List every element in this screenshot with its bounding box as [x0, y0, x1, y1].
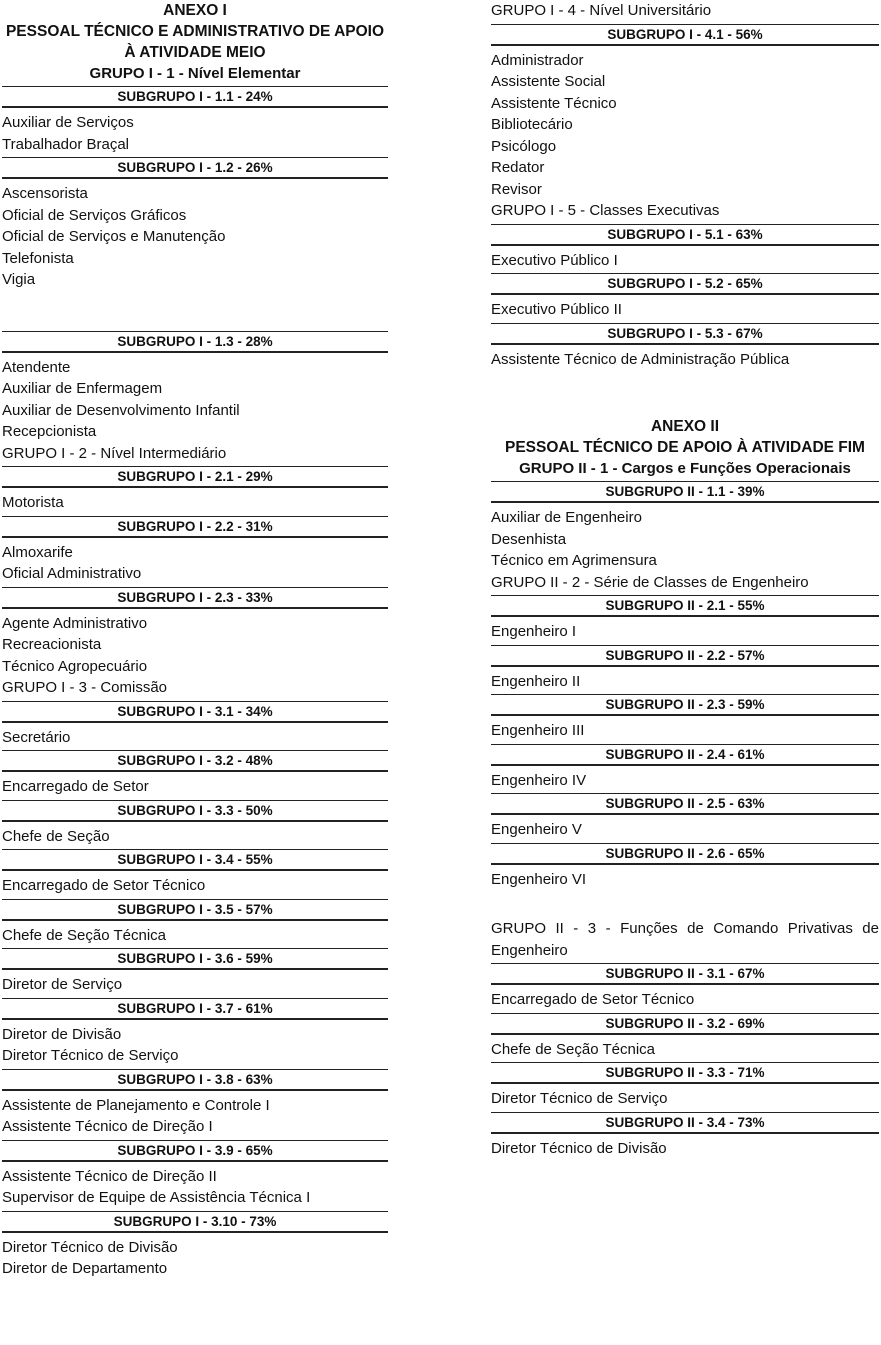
- list-item: Encarregado de Setor: [2, 778, 149, 795]
- list-item: Engenheiro VI: [491, 870, 587, 888]
- list-item: Recepcionista: [2, 423, 97, 440]
- grupo-ii-3-heading: GRUPO II - 3 - Funções de Comando Privativas de Engenheiro: [491, 920, 879, 959]
- list-item: Assistente Técnico: [491, 94, 617, 112]
- list-item: Executivo Público II: [491, 301, 622, 318]
- subgroup-header: SUBGRUPO I - 5.2 - 65%: [491, 273, 879, 295]
- list-item: Assistente Técnico de Direção II: [2, 1167, 217, 1185]
- list-item: Oficial de Serviços e Manutenção: [2, 228, 226, 245]
- list-item: Telefonista: [2, 249, 74, 267]
- list-item: Revisor: [491, 180, 542, 198]
- subgroup-header: SUBGRUPO I - 3.1 - 34%: [2, 701, 388, 723]
- list-item: Técnico Agropecuário: [2, 657, 148, 675]
- list-item: Atendente: [2, 358, 71, 376]
- list-item: GRUPO II - 2 - Série de Classes de Engenheiro: [491, 573, 809, 591]
- subgroup-header: SUBGRUPO I - 3.5 - 57%: [2, 899, 388, 921]
- list-item: Assistente de Planejamento e Controle I: [2, 1096, 270, 1114]
- list-item: Administrador: [491, 51, 584, 69]
- list-item: Trabalhador Braçal: [2, 135, 130, 153]
- list-item: Auxiliar de Serviços: [2, 114, 134, 131]
- list-item: Recreacionista: [2, 636, 102, 653]
- grupo-i-4-heading: GRUPO I - 4 - Nível Universitário: [491, 2, 712, 19]
- list-item: Técnico em Agrimensura: [491, 552, 657, 569]
- subgroup-header: SUBGRUPO I - 3.2 - 48%: [2, 750, 388, 772]
- subgroup-header: SUBGRUPO I - 5.3 - 67%: [491, 323, 879, 345]
- anexo2-sections-3: [491, 963, 879, 1159]
- anexo1-title: ANEXO I: [163, 2, 227, 19]
- list-item: Chefe de Seção Técnica: [491, 1040, 655, 1058]
- list-item: Auxiliar de Enfermagem: [2, 380, 163, 397]
- anexo2-sections: [491, 481, 879, 890]
- list-item: Oficial de Serviços Gráficos: [2, 206, 187, 224]
- list-item: Diretor Técnico de Divisão: [491, 1139, 667, 1157]
- list-item: Ascensorista: [2, 185, 88, 202]
- anexo2-grupo-heading: GRUPO II - 1 - Cargos e Funções Operacionais: [519, 460, 851, 477]
- subgroup-header: SUBGRUPO II - 1.1 - 39%: [491, 481, 879, 503]
- anexo1-subtitle-line2: À ATIVIDADE MEIO: [124, 44, 266, 61]
- list-item: Assistente Social: [491, 73, 606, 90]
- right-column: [491, 0, 879, 1159]
- subgroup-header: SUBGRUPO I - 3.7 - 61%: [2, 998, 388, 1020]
- list-item: Auxiliar de Desenvolvimento Infantil: [2, 401, 240, 419]
- list-item: Engenheiro V: [491, 821, 582, 838]
- list-item: Auxiliar de Engenheiro: [491, 509, 642, 526]
- list-item: Engenheiro III: [491, 722, 585, 739]
- list-item: Assistente Técnico de Administração Pública: [491, 350, 790, 368]
- list-item: Oficial Administrativo: [2, 565, 142, 582]
- list-item: Secretário: [2, 728, 71, 746]
- list-item: Diretor de Departamento: [2, 1260, 168, 1277]
- list-item: Chefe de Seção: [2, 827, 110, 845]
- subgroup-header: SUBGRUPO I - 4.1 - 56%: [491, 24, 879, 46]
- subgroup-header: SUBGRUPO I - 3.4 - 55%: [2, 849, 388, 871]
- subgroup-header: SUBGRUPO II - 3.4 - 73%: [491, 1112, 879, 1134]
- list-item: Executivo Público I: [491, 251, 618, 269]
- list-item: GRUPO I - 3 - Comissão: [2, 679, 168, 696]
- left-sections: [2, 86, 388, 1280]
- subgroup-header: SUBGRUPO I - 2.1 - 29%: [2, 466, 388, 488]
- subgroup-header: SUBGRUPO I - 1.3 - 28%: [2, 331, 388, 353]
- subgroup-header: SUBGRUPO I - 3.10 - 73%: [2, 1211, 388, 1233]
- list-item: Engenheiro II: [491, 672, 581, 690]
- list-item: Diretor Técnico de Divisão: [2, 1238, 178, 1256]
- subgroup-header: SUBGRUPO I - 3.9 - 65%: [2, 1140, 388, 1162]
- anexo2-subtitle: PESSOAL TÉCNICO DE APOIO À ATIVIDADE FIM: [505, 439, 865, 456]
- list-item: Engenheiro IV: [491, 771, 587, 789]
- spacer: [491, 890, 879, 918]
- subgroup-header: SUBGRUPO II - 2.5 - 63%: [491, 793, 879, 815]
- list-item: Diretor Técnico de Serviço: [491, 1090, 668, 1107]
- list-item: GRUPO I - 2 - Nível Intermediário: [2, 444, 227, 462]
- subgroup-header: SUBGRUPO I - 3.3 - 50%: [2, 800, 388, 822]
- subgroup-header: SUBGRUPO II - 2.1 - 55%: [491, 595, 879, 617]
- anexo1-grupo-heading: GRUPO I - 1 - Nível Elementar: [89, 65, 301, 82]
- subgroup-header: SUBGRUPO II - 3.2 - 69%: [491, 1013, 879, 1035]
- subgroup-header: SUBGRUPO I - 3.8 - 63%: [2, 1069, 388, 1091]
- subgroup-header: SUBGRUPO I - 1.2 - 26%: [2, 157, 388, 179]
- list-item: Engenheiro I: [491, 623, 577, 640]
- list-item: Diretor Técnico de Serviço: [2, 1047, 179, 1064]
- list-item: GRUPO I - 5 - Classes Executivas: [491, 202, 720, 219]
- list-item: Bibliotecário: [491, 116, 573, 133]
- list-item: Diretor de Serviço: [2, 976, 123, 993]
- list-item: Supervisor de Equipe de Assistência Técnica I: [2, 1189, 311, 1206]
- subgroup-header: SUBGRUPO II - 2.2 - 57%: [491, 645, 879, 667]
- subgroup-header: SUBGRUPO I - 2.2 - 31%: [2, 516, 388, 538]
- anexo2-title: ANEXO II: [650, 418, 720, 435]
- list-item: Almoxarife: [2, 543, 73, 561]
- list-item: Assistente Técnico de Direção I: [2, 1118, 213, 1135]
- list-item: Motorista: [2, 494, 64, 511]
- list-item: Agente Administrativo: [2, 614, 148, 632]
- anexo1-subtitle-line1: PESSOAL TÉCNICO E ADMINISTRATIVO DE APOIO: [5, 23, 385, 40]
- list-item: Redator: [491, 159, 545, 176]
- subgroup-header: SUBGRUPO II - 2.4 - 61%: [491, 744, 879, 766]
- left-column: [2, 0, 388, 1280]
- list-item: Vigia: [2, 271, 36, 288]
- subgroup-header: SUBGRUPO I - 3.6 - 59%: [2, 948, 388, 970]
- subgroup-header: SUBGRUPO II - 3.1 - 67%: [491, 963, 879, 985]
- subgroup-header: SUBGRUPO II - 3.3 - 71%: [491, 1062, 879, 1084]
- subgroup-header: SUBGRUPO II - 2.3 - 59%: [491, 694, 879, 716]
- subgroup-header: SUBGRUPO I - 2.3 - 33%: [2, 587, 388, 609]
- list-item: Encarregado de Setor Técnico: [2, 877, 206, 894]
- subgroup-header: SUBGRUPO II - 2.6 - 65%: [491, 843, 879, 865]
- spacer: [2, 291, 388, 329]
- subgroup-header: SUBGRUPO I - 1.1 - 24%: [2, 86, 388, 108]
- list-item: Psicólogo: [491, 137, 557, 155]
- subgroup-header: SUBGRUPO I - 5.1 - 63%: [491, 224, 879, 246]
- list-item: Diretor de Divisão: [2, 1025, 122, 1043]
- spacer: [491, 370, 879, 416]
- list-item: Desenhista: [491, 530, 567, 548]
- list-item: Encarregado de Setor Técnico: [491, 991, 695, 1008]
- right-top-sections: [491, 24, 879, 371]
- list-item: Chefe de Seção Técnica: [2, 926, 166, 944]
